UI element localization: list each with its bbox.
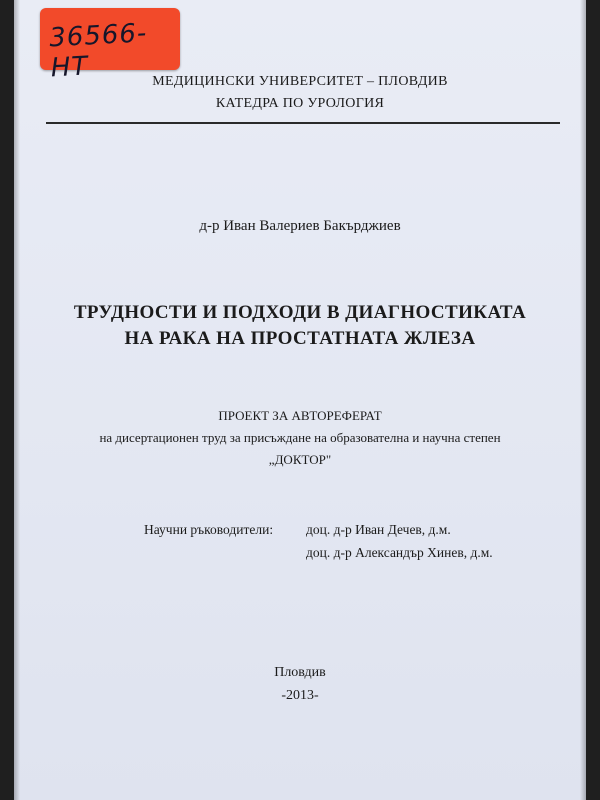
year: -2013- [281, 688, 319, 703]
project-heading: ПРОЕКТ ЗА АВТОРЕФЕРАТ [218, 408, 382, 423]
university-name: МЕДИЦИНСКИ УНИВЕРСИТЕТ – ПЛОВДИВ [152, 74, 448, 89]
thesis-title-line-1: ТРУДНОСТИ И ПОДХОДИ В ДИАГНОСТИКАТА [73, 302, 527, 323]
degree-name: „ДОКТОР" [268, 452, 332, 467]
header-divider [46, 122, 560, 124]
dissertation-description: на дисертационен труд за присъждане на образователна и научна степен [99, 430, 501, 445]
inventory-sticker [40, 8, 180, 84]
title-page [14, 0, 586, 800]
supervisor-2: доц. д-р Александър Хинев, д.м. [306, 545, 493, 560]
supervisor-1: доц. д-р Иван Дечев, д.м. [306, 522, 451, 537]
thesis-title-line-2: НА РАКА НА ПРОСТАТНАТА ЖЛЕЗА [124, 328, 476, 349]
department-name: КАТЕДРА ПО УРОЛОГИЯ [215, 96, 385, 111]
author-name: д-р Иван Валериев Бакърджиев [199, 218, 401, 234]
city: Пловдив [274, 665, 326, 680]
supervisors-label: Научни ръководители: [144, 522, 274, 537]
inventory-number: 36566-НТ [48, 18, 149, 84]
